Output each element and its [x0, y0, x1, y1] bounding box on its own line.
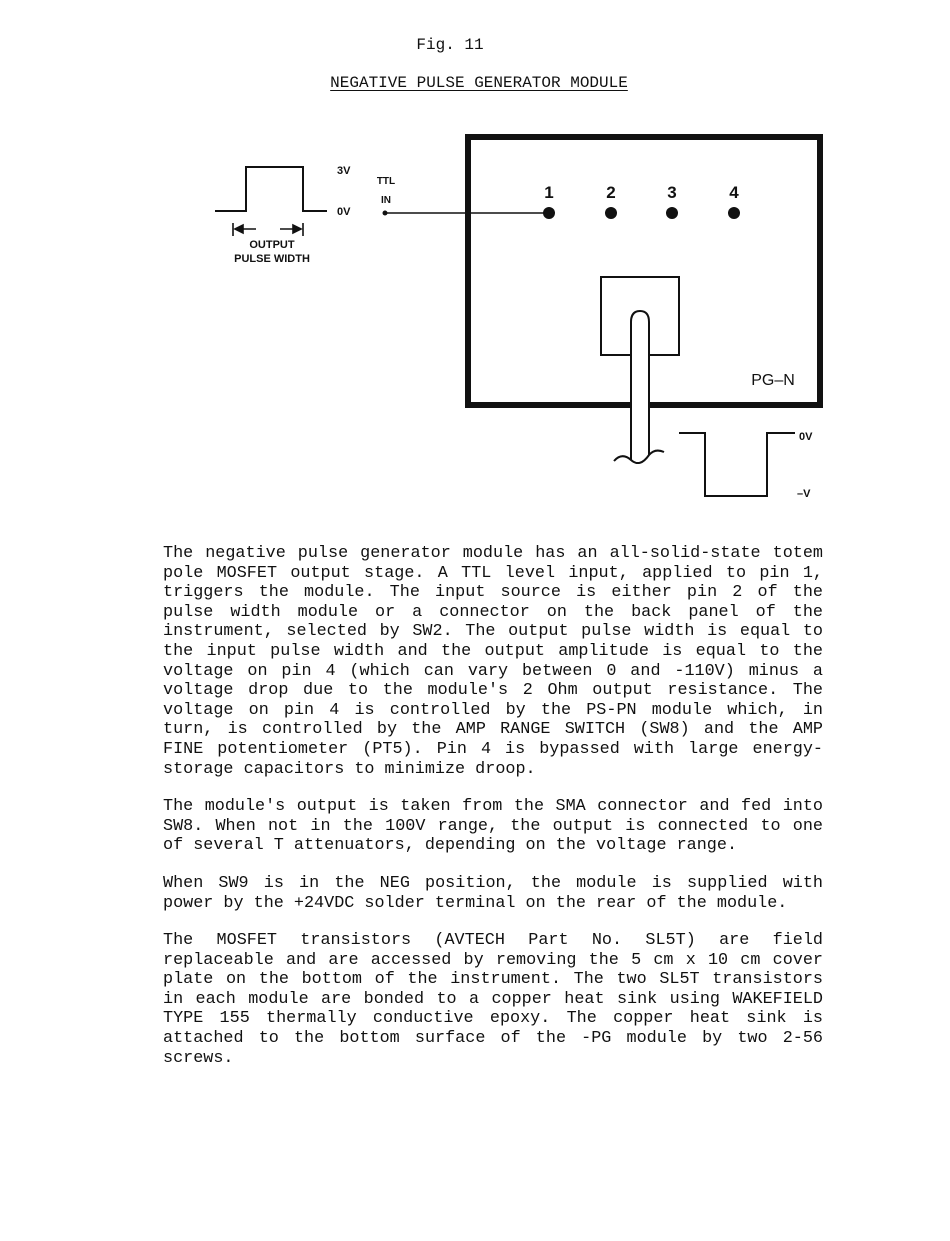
output-high-label: 0V: [799, 431, 813, 443]
ttl-label-line1: TTL: [376, 176, 396, 187]
output-pulse-waveform: [679, 433, 795, 496]
ttl-label-line2: IN: [381, 195, 391, 206]
figure-title: NEGATIVE PULSE GENERATOR MODULE: [330, 74, 628, 92]
paragraph: When SW9 is in the NEG position, the module is supplied with power by the +24VDC solder terminal on the rear of the module.: [163, 873, 823, 913]
pin-dot: [666, 207, 678, 219]
paragraph: The negative pulse generator module has an all-solid-state totem pole MOSFET output stage. A TTL level input, applied to pin 1, triggers the module. The input source is either pin 2 of the pulse width module or a connector on the back panel of the instrument, selected by SW2. The output pulse width is equal to the input pulse width and the output amplitude is equal to the voltage on pin 4 (which can vary between 0 and -110V) minus a voltage drop due to the module's 2 Ohm output resistance. The voltage on pin 4 is controlled by the PS-PN module which, in turn, is controlled by the AMP RANGE SWITCH (SW8) and the AMP FINE potentiometer (PT5). Pin 4 is bypassed with large energy-storage capacitors to minimize droop.: [163, 544, 823, 779]
pin-dot: [605, 207, 617, 219]
body-text: [163, 544, 823, 1086]
figure-label: Fig. 11: [416, 36, 484, 54]
module-name: PG–N: [751, 372, 795, 389]
input-low-label: 0V: [337, 206, 351, 218]
pin-label: 3: [667, 183, 677, 202]
pin-label: 2: [606, 183, 616, 202]
paragraph: The module's output is taken from the SMA connector and fed into SW8. When not in the 100V range, the output is connected to one of several T attenuators, depending on the voltage range.: [163, 797, 823, 856]
pulse-width-label-line1: OUTPUT: [249, 239, 295, 251]
pin-label: 4: [729, 183, 739, 202]
paragraph: The MOSFET transistors (AVTECH Part No. SL5T) are field replaceable and are accessed by removing the 5 cm x 10 cm cover plate on the bottom of the instrument. The two SL5T transistors in each module are bonded to a copper heat sink using WAKEFIELD TYPE 155 thermally conductive epoxy. The copper heat sink is attached to the bottom surface of the -PG module by two 2-56 screws.: [163, 931, 823, 1068]
output-cable: [631, 311, 649, 460]
pins: [543, 183, 740, 219]
pin-dot: [728, 207, 740, 219]
output-low-label: –V: [797, 488, 811, 500]
pulse-width-arrow: [233, 223, 303, 236]
pulse-generator-diagram: [0, 0, 950, 520]
pin-label: 1: [544, 183, 554, 202]
pin-dot: [543, 207, 555, 219]
pulse-width-label-line2: PULSE WIDTH: [234, 253, 310, 265]
input-pulse-waveform: [215, 167, 327, 211]
input-high-label: 3V: [337, 165, 351, 177]
